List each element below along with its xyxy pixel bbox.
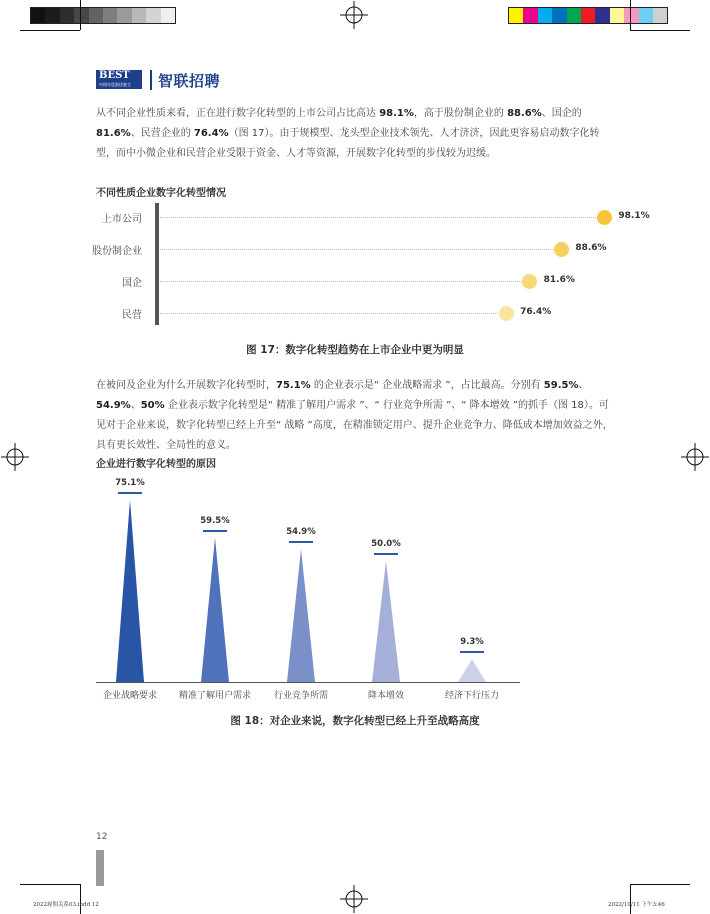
chart2-category-label: 经济下行压力 — [444, 691, 499, 701]
chart2-value-underline — [460, 651, 484, 653]
best-employer-logo: BEST 中国年度最佳雇主 — [96, 70, 142, 89]
page-tab-marker — [96, 850, 104, 886]
chart1-title: 不同性质企业数字化转型情况 — [96, 188, 226, 199]
chart1-value-label: 88.6% — [575, 243, 607, 253]
zhaopin-logo: 智联招聘 — [158, 72, 221, 90]
paragraph-1: 从不同企业性质来看，正在进行数字化转型的上市公司占比高达 98.1%，高于股份制企业的 88.6%、国企的 81.6%、民营企业的 76.4%（图 17）。由于规模型、龙头型企业技术领先、人才济济，因此更容易启动数字化转型，而中小微企业和民营企业受限于资金、人才等资源，开展数字化转型的步伐较为迟缓。 — [96, 108, 600, 159]
chart1-value-label: 81.6% — [543, 275, 575, 285]
chart1-category-label: 国企 — [122, 278, 142, 289]
chart2-value-underline — [374, 553, 398, 555]
chart2-caption: 图 18：对企业来说，数字化转型已经上升至战略高度 — [230, 715, 480, 727]
chart2-title: 企业进行数字化转型的原因 — [96, 459, 216, 470]
chart2-category-label: 行业竞争所需 — [273, 691, 328, 701]
chart1-value-label: 76.4% — [520, 307, 552, 317]
chart2-category-label: 企业战略要求 — [102, 691, 157, 701]
chart1-category-label: 股份制企业 — [92, 246, 142, 257]
chart2-baseline — [96, 682, 520, 683]
paragraph-2: 在被问及企业为什么开展数字化转型时，75.1% 的企业表示是“ 企业战略需求 ”，占比最高。分别有 59.5%、54.9%、50% 企业表示数字化转型是“ 精准了解用户需求 ”、“ 行业竞争所需 ”、“ 降本增效 ”的抓手（图 18）。可见对于企业来说，数字化转型已经上升至“ 战略 ”高度，在精准锁定用户、提升企业竞争力、降低成本增加效益之外，具有更长效性、全局性的意义。 — [96, 380, 613, 451]
chart1-caption: 图 17：数字化转型趋势在上市企业中更为明显 — [246, 344, 464, 356]
chart2-value-underline — [118, 492, 142, 494]
chart2-value-label: 50.0% — [371, 538, 401, 549]
chart2-bar — [372, 561, 400, 682]
print-timestamp: 2022/10/11 下午3:46 — [608, 902, 665, 908]
chart2-category-label: 精准了解用户需求 — [178, 691, 251, 701]
chart2-value-label: 75.1% — [115, 478, 145, 488]
page-number: 12 — [96, 832, 108, 842]
chart2-bar — [458, 659, 486, 682]
chart2-value-label: 59.5% — [200, 515, 230, 526]
file-info: 2022雇佣关系03.indd 12 — [33, 902, 99, 908]
chart2-category-label: 降本增效 — [367, 691, 404, 701]
chart2-value-label: 54.9% — [286, 526, 316, 537]
chart1-value-label: 98.1% — [618, 211, 650, 221]
chart2-value-underline — [203, 530, 227, 532]
chart2-bar — [287, 549, 315, 682]
chart1-category-label: 上市公司 — [102, 214, 142, 225]
chart2-value-underline — [289, 541, 313, 543]
chart2-bar — [201, 538, 229, 682]
chart2-bar — [116, 500, 144, 682]
chart1-category-label: 民营 — [122, 310, 142, 321]
chart2-value-label: 9.3% — [460, 637, 484, 648]
